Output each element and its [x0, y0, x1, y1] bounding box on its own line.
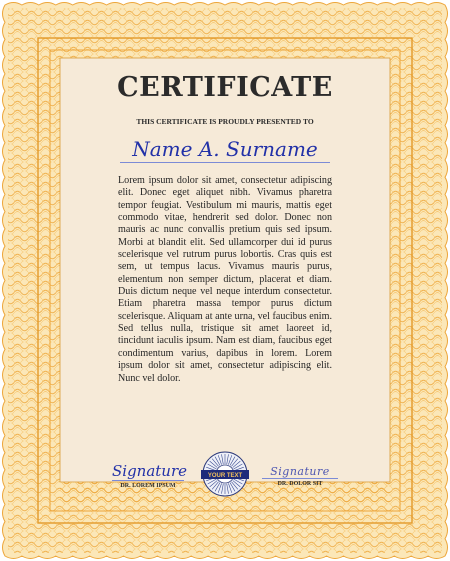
left-signatory-name: DR. LOREM IPSUM — [120, 483, 176, 489]
right-signature-line — [262, 478, 338, 479]
certificate-body-text: Lorem ipsum dolor sit amet, consectetur adipiscing elit. Donec eget aliquet nibh. Vivamus pharetra tempor feugiat. Vestibulum mi mauris, mattis eget commodo vitae, hendrerit sed dolor. Donec non mauris ac nunc convallis pretium quis sed ipsum. Morbi at blandit elit. Sed ullamcorper dui id purus scelerisque vel rutrum purus lobortis. Cras quis est sem, ut tempus lacus. Vivamus mauris purus, elementum non semper dictum, placerat et diam. Duis dictum neque vel neque interdum consectetur. Etiam pharetra massa tempor purus dictum scelerisque. Aliquam at ante urna, vel faucibus enim. Sed tellus nulla, tristique sit amet laoreet id, tincidunt iaculis ipsum. Nam est diam, faucibus eget condimentum varius, dapibus in lorem. Lorem ipsum dolor sit amet, consectetur adipiscing elit. Nunc vel dolor. — [118, 175, 332, 384]
left-signature-block — [112, 462, 188, 489]
certificate-title: CERTIFICATE — [117, 72, 333, 103]
right-signature-block — [262, 465, 338, 487]
left-signature-line — [112, 480, 184, 481]
recipient-name: Name A. Surname — [132, 137, 318, 161]
presented-to-line: THIS CERTIFICATE IS PROUDLY PRESENTED TO — [136, 117, 314, 126]
recipient-underline — [120, 162, 330, 163]
right-signatory-name: DR. DOLOR SIT — [277, 481, 323, 487]
left-signature: Signature — [112, 462, 188, 480]
seal-text: YOUR TEXT — [207, 473, 243, 480]
right-signature: Signature — [270, 465, 330, 478]
